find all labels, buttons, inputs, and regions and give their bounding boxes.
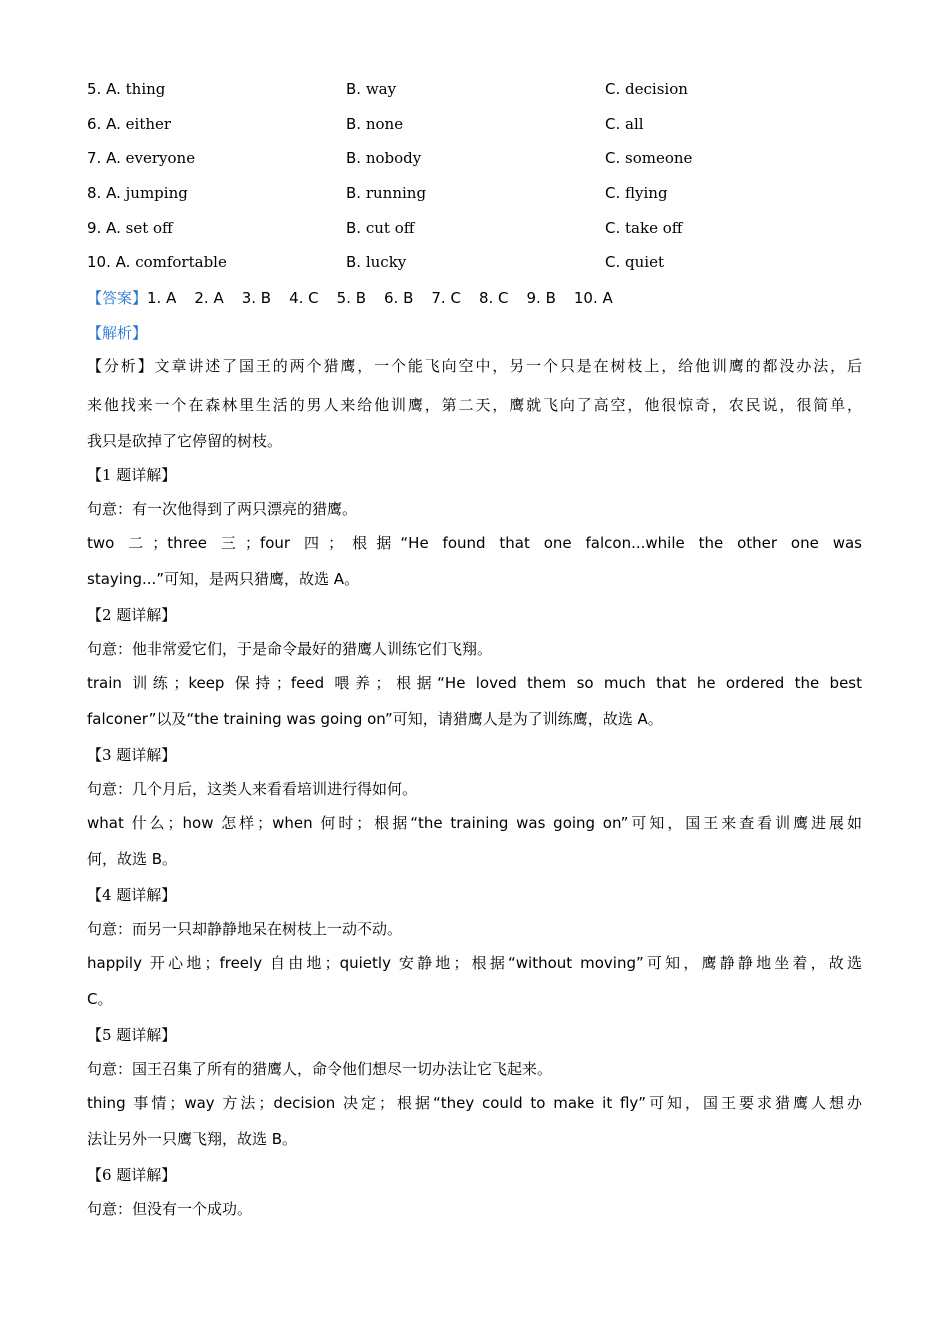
detail-text-3: 何，故选 B。: [87, 850, 178, 868]
answer-item: 5. B: [336, 289, 367, 307]
option-row-5: [87, 80, 887, 104]
answer-item: 1. A: [147, 289, 177, 307]
detail-title-1: 【1 题详解】: [87, 466, 177, 484]
option-a: 5. A. thing: [87, 80, 166, 98]
option-b: B. nobody: [346, 149, 422, 167]
option-c: C. someone: [605, 149, 693, 167]
answer-item: 9. B: [526, 289, 556, 307]
option-b: B. running: [346, 184, 427, 202]
question-number: 8.: [87, 184, 102, 202]
analysis-label: 【解析】: [87, 324, 148, 342]
option-c: C. all: [605, 115, 644, 133]
detail-text-3: what 什么；how 怎样；when 何时；根据“the training was going on”可知，国王来查看训鹰进展如: [87, 814, 862, 832]
detail-meaning-6: 句意：但没有一个成功。: [87, 1200, 253, 1218]
detail-text-5: 法让另外一只鹰飞翔，故选 B。: [87, 1130, 298, 1148]
detail-title-3: 【3 题详解】: [87, 746, 177, 764]
option-a: 8. A. jumping: [87, 184, 188, 202]
answer-item: 2. A: [194, 289, 224, 307]
detail-meaning-3: 句意：几个月后，这类人来看看培训进行得如何。: [87, 780, 418, 798]
detail-text-2: falconer”以及“the training was going on”可知，请猎鹰人是为了训练鹰，故选 A。: [87, 710, 663, 728]
question-number: 5.: [87, 80, 102, 98]
option-row-7: [87, 149, 887, 173]
answer-item: 4. C: [289, 289, 319, 307]
detail-text-2: train 训练；keep 保持；feed 喂养；根据“He loved them so much that he ordered the best: [87, 674, 862, 692]
detail-meaning-4: 句意：而另一只却静静地呆在树枝上一动不动。: [87, 920, 403, 938]
detail-text-1: staying...”可知，是两只猎鹰，故选 A。: [87, 570, 360, 588]
answer-item: 7. C: [431, 289, 461, 307]
analysis-line: 【分析】文章讲述了国王的两个猎鹰，一个能飞向空中，另一个只是在树枝上，给他训鹰的都没办法，后: [87, 357, 862, 375]
detail-text-4: C。: [87, 990, 113, 1008]
detail-title-4: 【4 题详解】: [87, 886, 177, 904]
answer-line: [87, 286, 862, 310]
option-row-6: [87, 115, 887, 139]
option-a: 9. A. set off: [87, 219, 173, 237]
question-number: 10.: [87, 253, 111, 271]
question-number: 7.: [87, 149, 102, 167]
answer-item: 6. B: [384, 289, 414, 307]
detail-title-6: 【6 题详解】: [87, 1166, 177, 1184]
question-number: 9.: [87, 219, 102, 237]
option-b: B. none: [346, 115, 404, 133]
detail-title-2: 【2 题详解】: [87, 606, 177, 624]
option-b: B. cut off: [346, 219, 415, 237]
detail-text-4: happily 开心地；freely 自由地；quietly 安静地；根据“without moving”可知，鹰静静地坐着，故选: [87, 954, 862, 972]
detail-text-1: two 二；three 三；four 四；根据“He found that one falcon...while the other one was: [87, 534, 862, 552]
detail-meaning-1: 句意：有一次他得到了两只漂亮的猎鹰。: [87, 500, 358, 518]
answer-label: 【答案】: [87, 289, 148, 307]
option-a: 10. A. comfortable: [87, 253, 227, 271]
option-c: C. decision: [605, 80, 688, 98]
option-a: 6. A. either: [87, 115, 172, 133]
answer-item: 8. C: [478, 289, 509, 307]
detail-text-5: thing 事情；way 方法；decision 决定；根据“they could to make it fly”可知，国王要求猎鹰人想办: [87, 1094, 862, 1112]
detail-title-5: 【5 题详解】: [87, 1026, 177, 1044]
option-b: B. lucky: [346, 253, 407, 271]
option-b: B. way: [346, 80, 397, 98]
detail-meaning-5: 句意：国王召集了所有的猎鹰人，命令他们想尽一切办法让它飞起来。: [87, 1060, 553, 1078]
option-c: C. take off: [605, 219, 683, 237]
option-c: C. quiet: [605, 253, 664, 271]
option-a: 7. A. everyone: [87, 149, 196, 167]
option-c: C. flying: [605, 184, 668, 202]
analysis-line: 我只是砍掉了它停留的树枝。: [87, 432, 283, 450]
option-row-9: [87, 219, 887, 243]
answer-item: 3. B: [241, 289, 272, 307]
option-row-8: [87, 184, 887, 208]
question-number: 6.: [87, 115, 102, 133]
option-row-10: [87, 253, 887, 277]
answer-item: 10. A: [573, 289, 613, 307]
detail-meaning-2: 句意：他非常爱它们，于是命令最好的猎鹰人训练它们飞翔。: [87, 640, 493, 658]
analysis-line: 来他找来一个在森林里生活的男人来给他训鹰，第二天，鹰就飞向了高空，他很惊奇，农民说，很简单，: [87, 396, 862, 414]
